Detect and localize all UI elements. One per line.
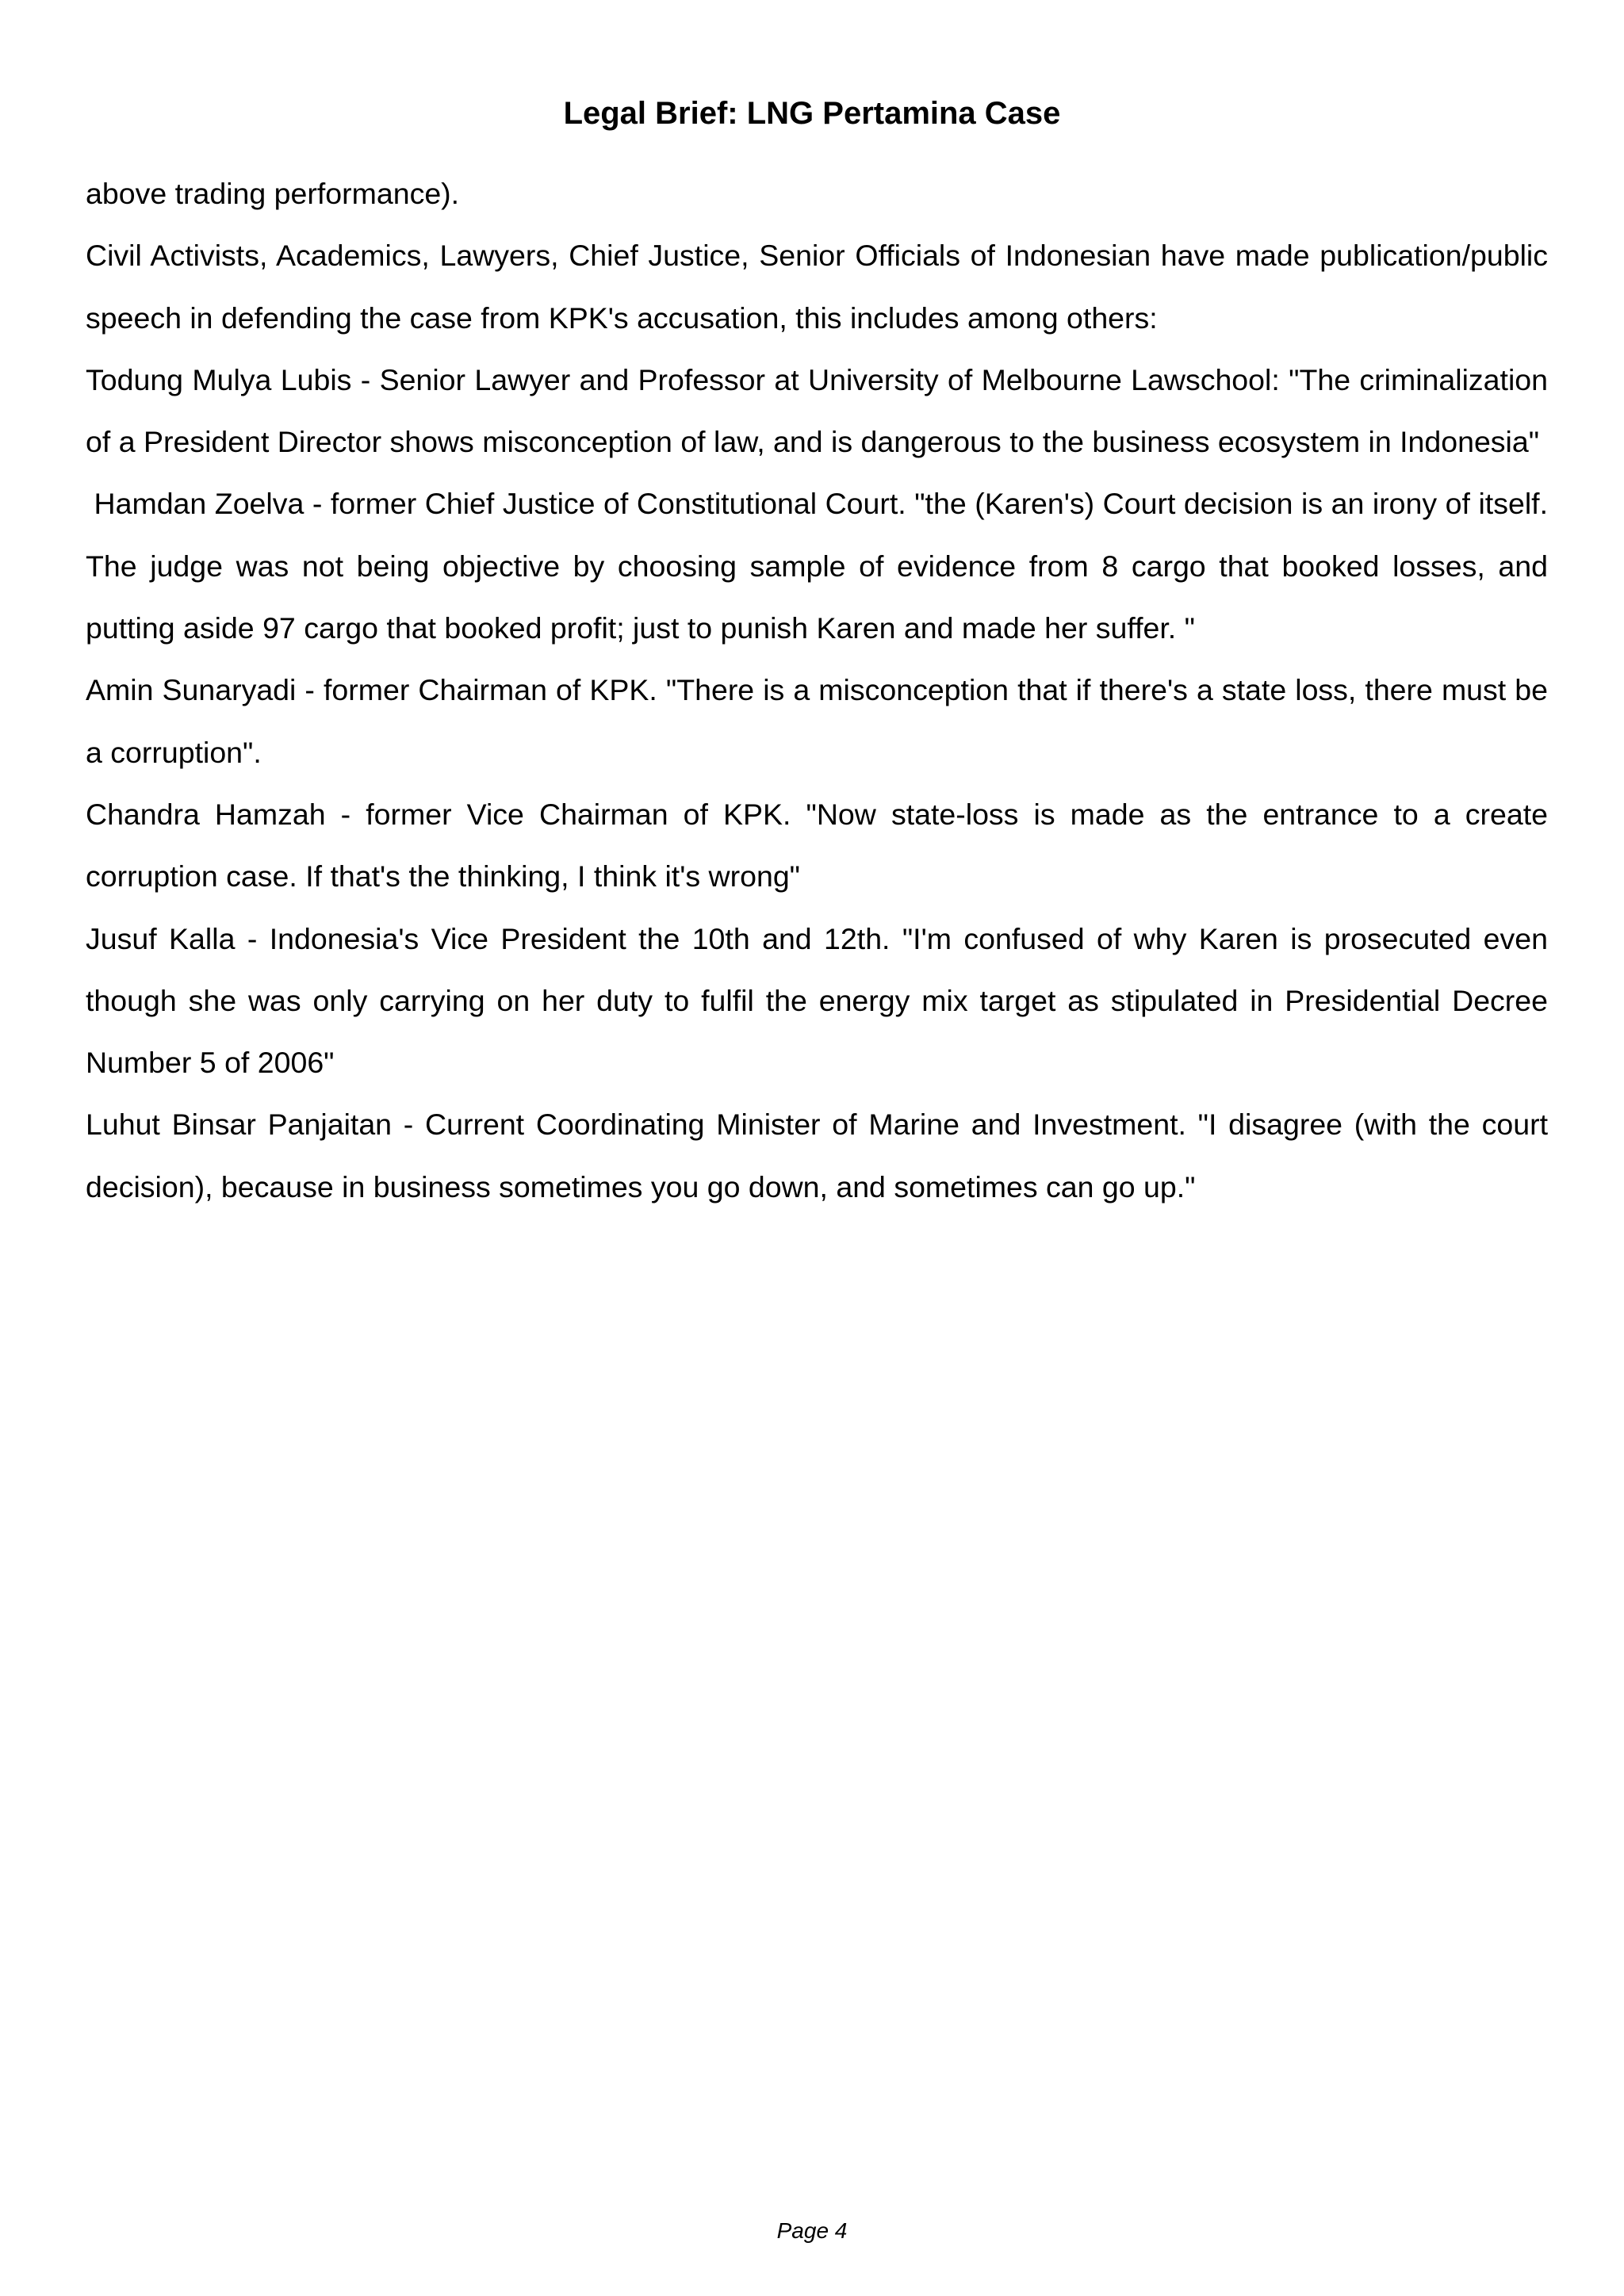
quote-chandra-hamzah: Chandra Hamzah - former Vice Chairman of KPK. "Now state-loss is made as the entrance to a create corruption case. If that's the thinking, I think it's wrong" [86, 797, 1557, 894]
quote-hamdan-zoelva: Hamdan Zoelva - former Chief Justice of Constitutional Court. "the (Karen's) Court decision is an irony of itself. The judge was not being objective by choosing sample of evidence from 8 cargo that booked losses, and putting aside 97 cargo that booked profit; just to punish Karen and made her suffer. " [86, 487, 1557, 645]
document-body [86, 163, 1557, 1218]
quote-todung-mulya-lubis: Todung Mulya Lubis - Senior Lawyer and Professor at University of Melbourne Lawschool: "The criminalization of a President Director shows misconception of law, and is dangerous to the business ecosystem in Indonesia" [86, 362, 1557, 459]
document-title: Legal Brief: LNG Pertamina Case [563, 96, 1061, 131]
quote-luhut-binsar-panjaitan: Luhut Binsar Panjaitan - Current Coordinating Minister of Marine and Investment. "I disagree (with the court decision), because in business sometimes you go down, and sometimes can go up." [86, 1108, 1557, 1203]
page-number: Page 4 [776, 2218, 848, 2243]
paragraph-continuation: above trading performance). [86, 177, 460, 210]
quote-amin-sunaryadi: Amin Sunaryadi - former Chairman of KPK. "There is a misconception that if there's a state loss, there must be a corruption". [86, 673, 1557, 769]
paragraph-intro: Civil Activists, Academics, Lawyers, Chief Justice, Senior Officials of Indonesian have made publication/public speech in defending the case from KPK's accusation, this includes among others: [86, 239, 1557, 335]
quote-jusuf-kalla: Jusuf Kalla - Indonesia's Vice President the 10th and 12th. "I'm confused of why Karen is prosecuted even though she was only carrying on her duty to fulfil the energy mix target as stipulated in Presidential Decree Number 5 of 2006" [86, 921, 1557, 1080]
